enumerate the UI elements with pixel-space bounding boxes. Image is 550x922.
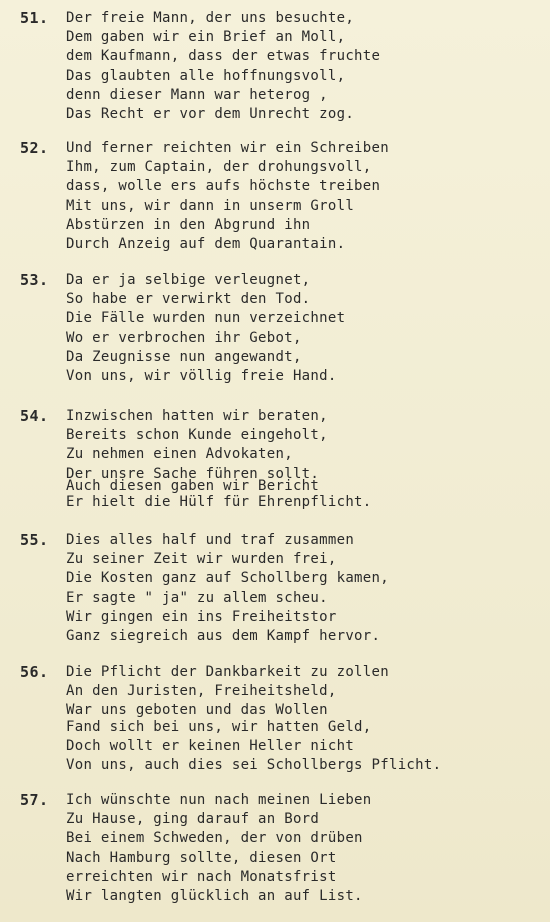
verse-line: denn dieser Mann war heterog , [66,86,328,103]
stanza-57 [20,791,540,906]
verse-line: Wir langten glücklich an auf List. [66,888,363,905]
stanza-number: 54. [20,407,49,425]
stanza-56 [20,663,540,775]
verse-line: Da er ja selbige verleugnet, [66,272,311,288]
verse-line: Auch diesen gaben wir Bericht [66,477,320,494]
verse-line: Wo er verbrochen ihr Gebot, [66,329,302,346]
verse-line: Die Fälle wurden nun verzeichnet [66,310,346,327]
stanza-number: 51. [20,9,49,27]
stanza-51 [20,9,540,124]
verse-line: Ihm, zum Captain, der drohungsvoll, [66,159,372,176]
verse-line: Dies alles half und traf zusammen [66,532,355,548]
verse-line: Von uns, auch dies sei Schollbergs Pflicht. [66,757,442,774]
stanza-number: 53. [20,271,49,289]
verse-line: Zu nehmen einen Advokaten, [66,446,293,463]
verse-line: Er sagte " ja" zu allem scheu. [66,589,328,606]
stanza-54 [20,407,540,512]
verse-line: Von uns, wir völlig freie Hand. [66,368,337,385]
verse-line: Zu Hause, ging darauf an Bord [66,811,320,828]
verse-line: Das glaubten alle hoffnungsvoll, [66,67,346,84]
verse-line: Da Zeugnisse nun angewandt, [66,348,302,365]
verse-line: Das Recht er vor dem Unrecht zog. [66,106,355,123]
verse-line: Nach Hamburg sollte, diesen Ort [66,849,337,866]
verse-line: Bereits schon Kunde eingeholt, [66,427,328,444]
stanza-number: 55. [20,531,49,549]
verse-line: Der unsre Sache führen sollt. [66,465,320,482]
stanza-number: 52. [20,139,49,157]
verse-line: Inzwischen hatten wir beraten, [66,408,328,424]
verse-line: Er hielt die Hülf für Ehrenpflicht. [66,494,372,511]
verse-line: Fand sich bei uns, wir hatten Geld, [66,718,372,735]
verse-line: Durch Anzeig auf dem Quarantain. [66,236,346,253]
verse-line: Doch wollt er keinen Heller nicht [66,737,355,754]
verse-line: Der freie Mann, der uns besuchte, [66,10,355,26]
verse-line: Wir gingen ein ins Freiheitstor [66,608,337,625]
stanza-number: 56. [20,663,49,681]
stanza-number: 57. [20,791,49,809]
verse-line: dass, wolle ers aufs höchste treiben [66,178,381,195]
verse-line: An den Juristen, Freiheitsheld, [66,683,337,700]
stanza-53 [20,271,540,386]
verse-line: Die Kosten ganz auf Schollberg kamen, [66,570,389,587]
verse-line: Ganz siegreich aus dem Kampf hervor. [66,628,381,645]
verse-line: Bei einem Schweden, der von drüben [66,830,363,847]
verse-line: Mit uns, wir dann in unserm Groll [66,197,355,214]
verse-line: War uns geboten und das Wollen [66,702,328,719]
verse-line: dem Kaufmann, dass der etwas fruchte [66,48,381,65]
verse-line: So habe er verwirkt den Tod. [66,291,311,308]
verse-line: Dem gaben wir ein Brief an Moll, [66,29,346,46]
verse-line: Ich wünschte nun nach meinen Lieben [66,792,372,808]
verse-line: Und ferner reichten wir ein Schreiben [66,140,389,156]
verse-line: Abstürzen in den Abgrund ihn [66,216,311,233]
stanza-55 [20,531,540,646]
verse-line: erreichten wir nach Monatsfrist [66,868,337,885]
verse-line: Zu seiner Zeit wir wurden frei, [66,551,337,568]
stanza-52 [20,139,540,254]
verse-line: Die Pflicht der Dankbarkeit zu zollen [66,664,389,680]
